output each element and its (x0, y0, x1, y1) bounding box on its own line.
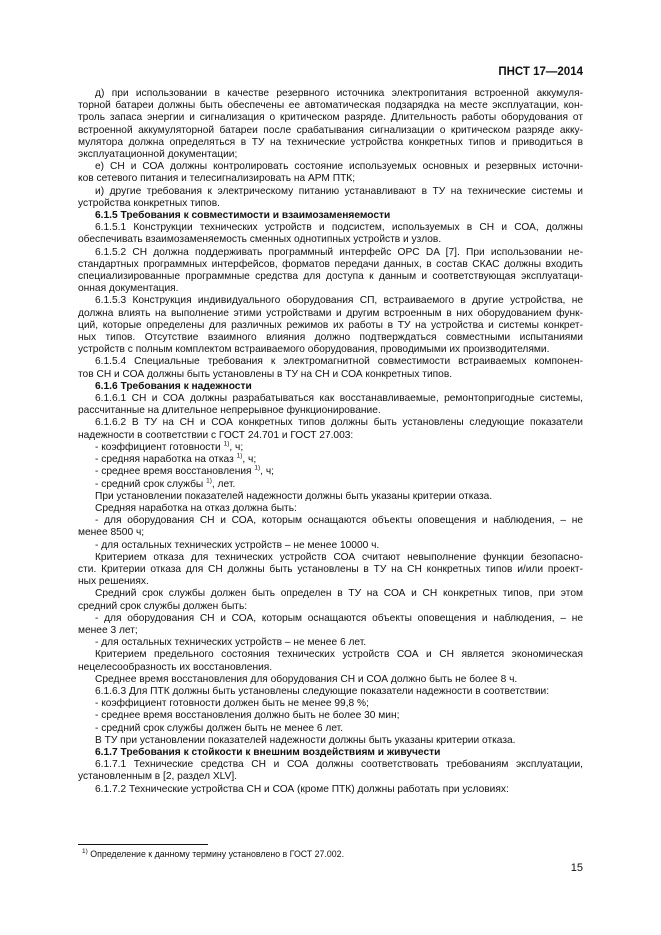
text-line: ных решениях. (78, 576, 149, 588)
list-item-tail: , ч; (242, 454, 257, 466)
list-item-text: - средний срок службы (95, 478, 204, 490)
text-line: и) другие требования к электрическому питанию устанавливают в ТУ на технические системы и (95, 185, 583, 197)
paragraph-mtbf-equipment (78, 515, 583, 539)
text-line: сти. Критерии отказа для СН должны быть установлены в ТУ на СН конкретных типов и/или проект- (78, 563, 583, 575)
reliability-list-item (78, 479, 583, 491)
footnote-ref: 1) (236, 452, 243, 460)
paragraph-6-1-5-4 (78, 356, 583, 380)
footnote-ref: 1) (254, 464, 261, 472)
list-item-tail: , ч; (229, 441, 244, 453)
text-line: ций, которые определены для различных режимов их работы в ТУ на устройства и системы конкрет- (78, 319, 583, 331)
text-line: мулятора должна определяться в ТУ на технические устройства конкретных типов и приводиться в (78, 136, 583, 148)
text-line: менее 8500 ч; (78, 527, 145, 539)
text-line: - для оборудования СН и СОА, которым оснащаются объекты оповещения и наблюдения, – не (95, 515, 583, 527)
text-line: 6.1.6.2 В ТУ на СН и СОА конкретных типов должны быть установлены следующие показатели (95, 417, 583, 429)
text-line: встроенной аккумуляторной батареи после срабатывания сигнализации о критическом разряде акку- (78, 124, 583, 136)
list-item-text: - среднее время восстановления (95, 466, 252, 478)
footnote-text: Определение к данному термину установлено в ГОСТ 27.002. (90, 849, 345, 859)
paragraph-6-1-7-1 (78, 759, 583, 783)
paragraph-6-1-5-2 (78, 247, 583, 296)
document-code: ПНСТ 17—2014 (498, 66, 583, 78)
ptk-list-item: - среднее время восстановления должно быть не более 30 мин; (95, 710, 400, 722)
text-line: 6.1.6.1 СН и СОА должны разрабатываться как восстанавливаемые, ремонтопригодные системы, (95, 393, 583, 405)
ptk-list-item: - средний срок службы должен быть не менее 6 лет. (95, 722, 344, 734)
text-line: е) СН и СОА должны контролировать состояние используемых основных и резервных источни- (95, 161, 583, 173)
paragraph-limit-state (78, 649, 583, 673)
paragraph-6-1-5-1 (78, 222, 583, 246)
paragraph-service-life-equipment (78, 613, 583, 637)
text-line: ков сетевого питания и телесигнализировать на АРМ ПТК; (78, 173, 356, 185)
footnote-ref: 1) (223, 440, 230, 448)
list-item-tail: , лет. (211, 478, 236, 490)
reliability-list-item (78, 454, 583, 466)
ptk-list-item: - коэффициент готовности должен быть не менее 99,8 %; (95, 698, 369, 710)
text-line: должна влиять на выполнение этими устройствами и другим встроенным в них оборудованием функ- (78, 307, 583, 319)
paragraph-mtbf: Средняя наработка на отказ должна быть: (95, 502, 297, 514)
paragraph-d (78, 88, 583, 161)
text-line: онная документация. (78, 283, 179, 295)
footnote-ref: 1) (206, 477, 212, 485)
text-line: 6.1.7.1 Технические средства СН и СОА должны соответствовать требованиям эксплуатации, (95, 759, 583, 771)
text-line: торной батареи должны быть обеспечены ее автоматическая подзарядка на месте эксплуатации, кон- (78, 100, 583, 112)
reliability-list-item (78, 442, 583, 454)
text-line: менее 3 лет; (78, 624, 138, 636)
text-line: Критерием предельного состояния технических устройств СОА и СН является экономическая (95, 649, 583, 661)
section-heading-6-1-5: 6.1.5 Требования к совместимости и взаимозаменяемости (95, 210, 391, 222)
text-line: специализированные программные средства для доступа к данным и соответствующая эксплуатаци- (78, 271, 583, 283)
text-line: д) при использовании в качестве резервного источника электропитания встроенной аккумуля- (95, 88, 583, 99)
paragraph-i (78, 186, 583, 210)
text-line: Критерием отказа для технических устройств СОА считают невыполнение функции безопасно- (95, 551, 583, 563)
list-item-text: - средняя наработка на отказ (95, 454, 234, 466)
paragraph-6-1-5-3 (78, 295, 583, 356)
paragraph-failure-criteria: При установлении показателей надежности должны быть указаны критерии отказа. (95, 490, 493, 502)
footnote (78, 849, 344, 859)
paragraph-6-1-7-2: 6.1.7.2 Технические устройства СН и СОА (кроме ПТК) должны работать при условиях: (95, 783, 509, 795)
text-line: 6.1.5.1 Конструкции технических устройств и подсистем, используемых в СН и СОА, должны (95, 222, 583, 234)
text-line: установленным в [2, раздел XLV]. (78, 771, 238, 783)
text-line: стандартных программных интерфейсов, форматов передачи данных, в состав СКАС должны входить (78, 258, 583, 270)
footnote-separator (78, 844, 208, 845)
text-line: ных типов. Отсутствие взаимного влияния должно подтверждаться совместными испытаниями (78, 332, 583, 344)
text-line: средний срок службы должен быть: (78, 600, 248, 612)
section-heading-6-1-7: 6.1.7 Требования к стойкости к внешним воздействиям и живучести (95, 746, 441, 758)
paragraph-tu-criteria: В ТУ при установлении показателей надежности должны быть указаны критерии отказа. (95, 734, 516, 746)
text-line: Средний срок службы должен быть определен в ТУ на СОА и СН конкретных типов, при этом (95, 588, 583, 600)
list-item-text: - коэффициент готовности (95, 441, 221, 453)
footnote-mark: 1) (82, 848, 88, 856)
text-line: 6.1.5.2 СН должна поддерживать программный интерфейс OPC DA [7]. При использовании не- (95, 246, 583, 258)
text-line: надежности в соответствии с ГОСТ 24.701 и ГОСТ 27.003: (78, 429, 354, 441)
text-line: рассчитанные на длительное непрерывное функционирование. (78, 405, 381, 417)
reliability-list-item (78, 466, 583, 478)
text-line: - для оборудования СН и СОА, которым оснащаются объекты оповещения и наблюдения, – не (95, 612, 583, 624)
text-line: эксплуатационной документации; (78, 149, 238, 161)
list-item-tail: , ч; (260, 466, 274, 478)
text-line: нецелесообразность их восстановления. (78, 661, 273, 673)
text-line: 6.1.5.4 Специальные требования к электромагнитной совместимости встраиваемых компонен- (95, 356, 583, 368)
paragraph-6-1-6-3: 6.1.6.3 Для ПТК должны быть установлены следующие показатели надежности в соответствии: (95, 685, 550, 697)
paragraph-e (78, 161, 583, 185)
page-body (78, 88, 583, 796)
text-line: устройств с полным комплектом встраиваемого оборудования, проводимыми их производителями. (78, 344, 550, 356)
section-heading-6-1-6: 6.1.6 Требования к надежности (95, 380, 252, 392)
text-line: троль запаса энергии и сигнализация о критическом разряде. Длительность работы оборудования от (78, 112, 583, 124)
text-line: 6.1.5.3 Конструкция индивидуального оборудования СП, встраиваемого в другие устройства, не (95, 295, 583, 307)
text-line: тов СН и СОА должны быть установлены в ТУ на СН и СОА конкретных типов. (78, 368, 453, 380)
paragraph-mtbf-other: - для остальных технических устройств – не менее 10000 ч. (95, 539, 380, 551)
paragraph-failure-criterion-soa (78, 552, 583, 589)
paragraph-service-life (78, 588, 583, 612)
paragraph-service-life-other: - для остальных технических устройств – не менее 6 лет. (95, 637, 367, 649)
paragraph-6-1-6-1 (78, 393, 583, 417)
paragraph-recovery-time: Среднее время восстановления для оборудования СН и СОА должно быть не более 8 ч. (95, 673, 518, 685)
page-number: 15 (570, 862, 583, 874)
paragraph-6-1-6-2 (78, 417, 583, 441)
text-line: обеспечивать взаимозаменяемость сменных однотипных устройств и узлов. (78, 234, 442, 246)
text-line: устройства конкретных типов. (78, 197, 220, 209)
